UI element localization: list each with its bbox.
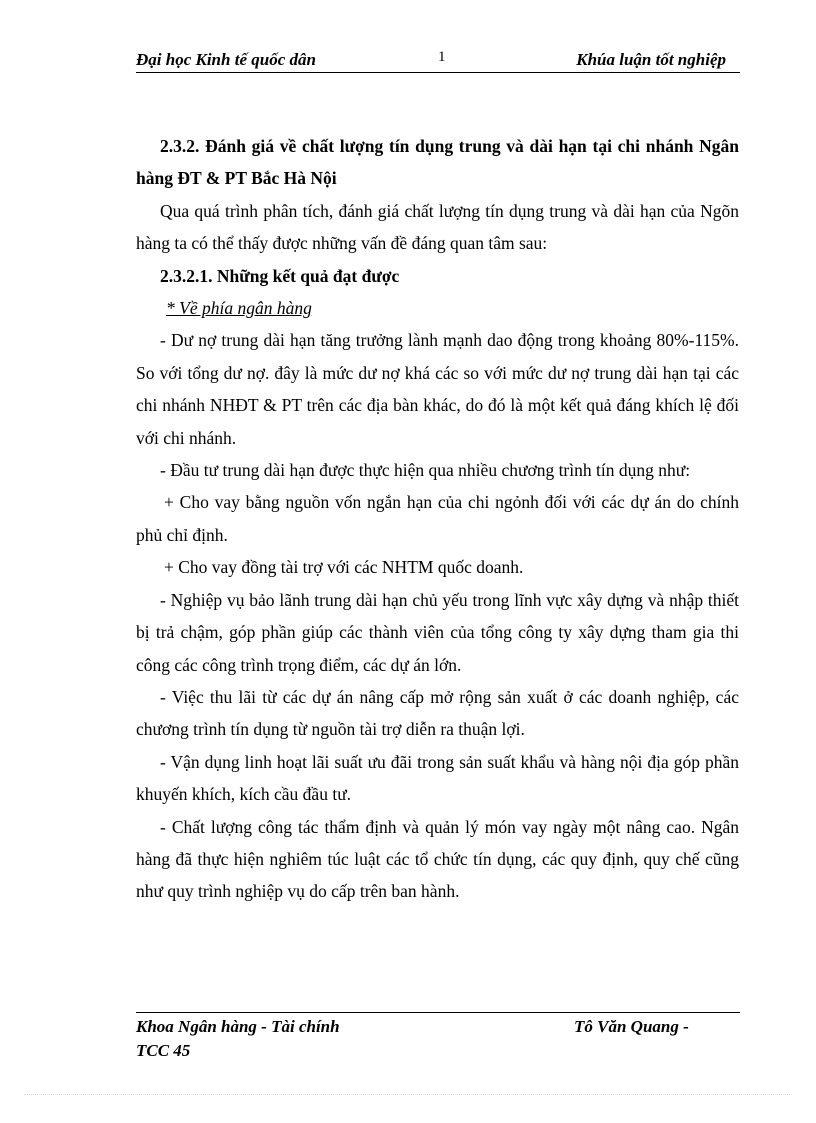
paragraph: - Dư nợ trung dài hạn tăng trưởng lành mạnh dao động trong khoảng 80%-115%. So với tổng dư nợ. đây là mức dư nợ khá các so với mức dư nợ trung dài hạn tại các chi nhánh NHĐT & PT trên các địa bàn khác, do đó là một kết quả đáng khích lệ đối với chi nhánh.	[136, 330, 739, 448]
footer-author: Tô Văn Quang -	[574, 1017, 689, 1036]
document-body	[136, 130, 739, 908]
paragraph: - Việc thu lãi từ các dự án nâng cấp mở rộng sản xuất ở các doanh nghiệp, các chương trình tín dụng từ nguồn tài trợ diễn ra thuận lợi.	[136, 686, 739, 740]
paragraph: - Chất lượng công tác thẩm định và quản lý món vay ngày một nâng cao. Ngân hàng đã thực hiện nghiêm túc luật các tổ chức tín dụng, các quy định, quy chế cũng như quy trình nghiệp vụ do cấp trên ban hành.	[136, 816, 739, 902]
page-edge-divider	[24, 1094, 792, 1095]
footer-class: TCC 45	[136, 1041, 191, 1060]
section-label-text: * Về phía ngân hàng	[166, 298, 312, 319]
paragraph: - Nghiệp vụ bảo lãnh trung dài hạn chủ yếu trong lĩnh vực xây dựng và nhập thiết bị trả chậm, góp phần giúp các thành viên của tổng công ty xây dựng tham gia thi công các công trình trọng điểm, các dự án lớn.	[136, 589, 739, 675]
header-university: Đại học Kinh tế quốc dân	[136, 50, 316, 69]
list-item: + Cho vay bằng nguồn vốn ngắn hạn của chi ngỏnh đối với các dự án do chính phủ chỉ định.	[136, 492, 739, 545]
section-heading: 2.3.2. Đánh giá về chất lượng tín dụng trung và dài hạn tại chi nhánh Ngân hàng ĐT & PT Bắc Hà Nội	[136, 136, 739, 189]
subsection-heading: 2.3.2.1. Những kết quả đạt được	[160, 265, 400, 286]
page-header	[136, 50, 740, 73]
page-number: 1	[438, 49, 446, 65]
footer-faculty: Khoa Ngân hàng - Tài chính	[136, 1017, 340, 1036]
footer-divider	[136, 1012, 740, 1013]
list-item: + Cho vay đồng tài trợ với các NHTM quốc doanh.	[164, 557, 524, 578]
paragraph: - Đầu tư trung dài hạn được thực hiện qua nhiều chương trình tín dụng như:	[160, 460, 691, 481]
section-label	[136, 292, 739, 324]
intro-paragraph: Qua quá trình phân tích, đánh giá chất lượng tín dụng trung và dài hạn của Ngõn hàng ta có thể thấy được những vấn đề đáng quan tâm sau:	[136, 200, 739, 254]
header-thesis-title: Khúa luận tốt nghiệp	[576, 50, 726, 69]
paragraph: - Vận dụng linh hoạt lãi suất ưu đãi trong sản suất khẩu và hàng nội địa góp phần khuyến khích, kích cầu đầu tư.	[136, 751, 739, 805]
